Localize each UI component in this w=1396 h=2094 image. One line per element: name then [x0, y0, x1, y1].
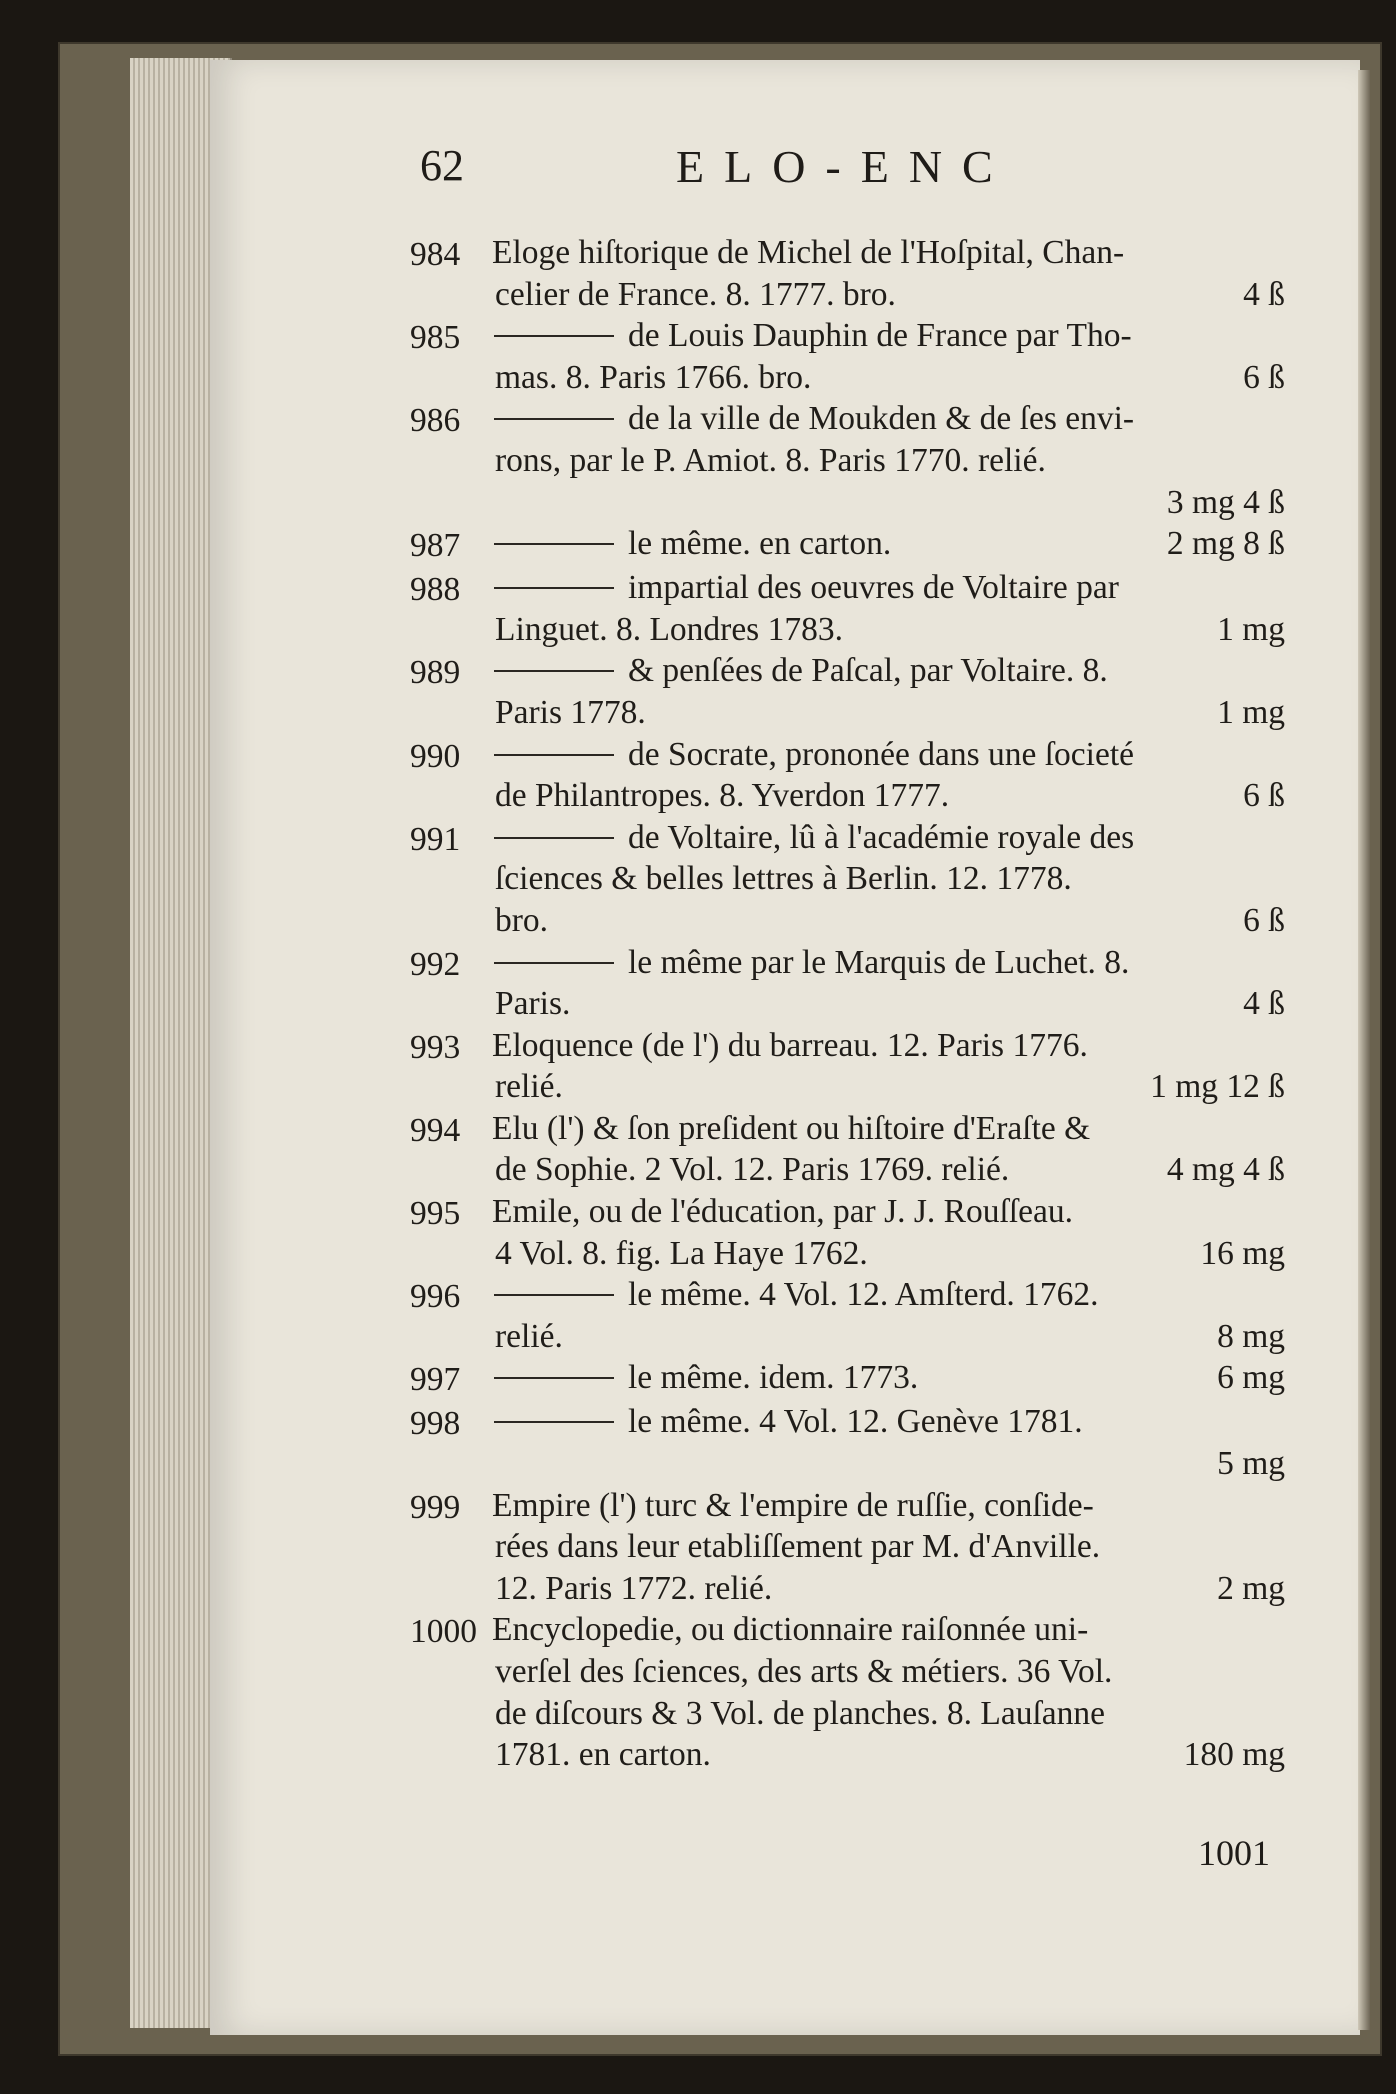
catalog-entries	[410, 232, 1285, 1776]
ditto-dash	[494, 837, 614, 839]
entry-lines	[492, 315, 1285, 398]
entry-price: 4 ß	[1243, 985, 1285, 1023]
entry-price: 16 mg	[1200, 1234, 1285, 1272]
entry-lines	[492, 942, 1285, 1025]
entry-text: Empire (l') turc & l'empire de ruſſie, conſide-	[492, 1486, 1094, 1524]
catalog-entry	[410, 567, 1285, 650]
catalog-entry	[410, 315, 1285, 398]
entry-price: 6 ß	[1243, 358, 1285, 396]
entry-text: impartial des oeuvres de Voltaire par	[628, 569, 1119, 607]
entry-price: 4 mg 4 ß	[1166, 1151, 1285, 1189]
catalog-entry	[410, 1485, 1285, 1610]
entry-line	[492, 1357, 1285, 1399]
entry-lines	[492, 1485, 1285, 1610]
entry-text: Paris.	[495, 985, 571, 1023]
entry-price: 5 mg	[1217, 1445, 1285, 1483]
ditto-dash	[494, 962, 614, 964]
entry-line	[492, 942, 1285, 984]
entry-line	[492, 523, 1285, 565]
entry-lines	[492, 1401, 1285, 1484]
entry-price: 6 ß	[1243, 901, 1285, 939]
entry-price: 180 mg	[1183, 1736, 1285, 1774]
entry-line	[492, 1191, 1285, 1233]
entry-text: rées dans leur etabliſſement par M. d'Anville.	[495, 1528, 1101, 1566]
entry-text: 1781. en carton.	[495, 1736, 711, 1774]
entry-line	[492, 858, 1285, 900]
catalog-entry	[410, 1357, 1285, 1401]
entry-lines	[492, 1274, 1285, 1357]
entry-line	[492, 734, 1285, 776]
entry-text: de Philantropes. 8. Yverdon 1777.	[495, 777, 950, 815]
catalog-entry	[410, 1191, 1285, 1274]
entry-line	[492, 650, 1285, 692]
entry-text: celier de France. 8. 1777. bro.	[495, 275, 896, 313]
entry-number: 992	[410, 945, 461, 983]
catchword: 1001	[1198, 1833, 1270, 1873]
entry-line	[492, 1443, 1285, 1485]
entry-line	[492, 1149, 1285, 1191]
entry-price: 6 ß	[1243, 777, 1285, 815]
ditto-dash	[494, 670, 614, 672]
ditto-dash	[494, 1421, 614, 1423]
entry-number: 986	[410, 402, 461, 440]
entry-lines	[492, 1191, 1285, 1274]
entry-price: 2 mg	[1217, 1569, 1285, 1607]
ditto-dash	[494, 418, 614, 420]
entry-line	[492, 775, 1285, 817]
entry-lines	[492, 398, 1285, 523]
entry-text: de diſcours & 3 Vol. de planches. 8. Lauſanne	[495, 1694, 1106, 1732]
catalog-entry	[410, 817, 1285, 942]
entry-text: Elu (l') & ſon preſident ou hiſtoire d'Eraſte &	[492, 1109, 1091, 1147]
entry-price: 3 mg 4 ß	[1166, 483, 1285, 521]
entry-text: Paris 1778.	[495, 693, 646, 731]
ditto-dash	[494, 1294, 614, 1296]
entry-text: 12. Paris 1772. relié.	[495, 1569, 773, 1607]
entry-line	[492, 1609, 1285, 1651]
catalog-entry	[410, 1609, 1285, 1775]
entry-number: 990	[410, 737, 461, 775]
entry-line	[492, 1401, 1285, 1443]
entry-text: le même. en carton.	[628, 525, 892, 563]
entry-lines	[492, 523, 1285, 567]
entry-lines	[492, 817, 1285, 942]
running-head: ELO-ENC	[676, 141, 1013, 192]
entry-line	[492, 1316, 1285, 1358]
entry-line	[492, 692, 1285, 734]
entry-number: 993	[410, 1028, 461, 1066]
entry-lines	[492, 734, 1285, 817]
entry-text: Eloquence (de l') du barreau. 12. Paris 1776.	[492, 1026, 1088, 1064]
entry-line	[492, 817, 1285, 859]
entry-text: de la ville de Moukden & de ſes envi-	[628, 400, 1135, 438]
entry-line	[492, 440, 1285, 482]
entry-text: de Louis Dauphin de France par Tho-	[628, 317, 1132, 355]
catalog-entry	[410, 523, 1285, 567]
entry-text: & penſées de Paſcal, par Voltaire. 8.	[628, 652, 1108, 690]
entry-number: 991	[410, 820, 461, 858]
entry-line	[492, 1233, 1285, 1275]
entry-price: 1 mg	[1217, 693, 1285, 731]
entry-line	[492, 482, 1285, 524]
catalog-entry	[410, 398, 1285, 523]
entry-line	[492, 1274, 1285, 1316]
entry-line	[492, 315, 1285, 357]
entry-line	[492, 1568, 1285, 1610]
entry-number: 987	[410, 527, 461, 565]
entry-number: 997	[410, 1361, 461, 1399]
entry-line	[492, 609, 1285, 651]
entry-text: le même. 4 Vol. 12. Amſterd. 1762.	[628, 1276, 1099, 1314]
entry-text: Linguet. 8. Londres 1783.	[495, 610, 843, 648]
page-fold-shadow	[1358, 70, 1370, 2030]
entry-number: 996	[410, 1278, 461, 1316]
entry-line	[492, 1734, 1285, 1776]
entry-line	[492, 983, 1285, 1025]
catalog-entry	[410, 1274, 1285, 1357]
entry-number: 999	[410, 1488, 461, 1526]
entry-lines	[492, 650, 1285, 733]
entry-number: 989	[410, 654, 461, 692]
entry-text: le même. 4 Vol. 12. Genève 1781.	[628, 1403, 1083, 1441]
entry-line	[492, 1651, 1285, 1693]
entry-line	[492, 274, 1285, 316]
entry-text: le même. idem. 1773.	[628, 1359, 919, 1397]
entry-price: 6 mg	[1217, 1359, 1285, 1397]
entry-text: relié.	[495, 1317, 563, 1355]
entry-text: 4 Vol. 8. fig. La Haye 1762.	[495, 1234, 868, 1272]
ditto-dash	[494, 1377, 614, 1379]
catalog-entry	[410, 734, 1285, 817]
entry-text: Emile, ou de l'éducation, par J. J. Rouſſeau.	[492, 1193, 1073, 1231]
entry-text: de Sophie. 2 Vol. 12. Paris 1769. relié.	[495, 1151, 1010, 1189]
entry-number: 995	[410, 1195, 461, 1233]
catalog-entry	[410, 942, 1285, 1025]
ditto-dash	[494, 543, 614, 545]
entry-text: ſciences & belles lettres à Berlin. 12. 1778.	[495, 860, 1072, 898]
entry-text: rons, par le P. Amiot. 8. Paris 1770. relié.	[495, 441, 1046, 479]
ditto-dash	[494, 754, 614, 756]
entry-text: Eloge hiſtorique de Michel de l'Hoſpital, Chan-	[492, 234, 1125, 271]
entry-lines	[492, 1609, 1285, 1775]
entry-price: 8 mg	[1217, 1317, 1285, 1355]
entry-text: mas. 8. Paris 1766. bro.	[495, 358, 812, 396]
entry-number: 988	[410, 571, 461, 609]
entry-line	[492, 567, 1285, 609]
ditto-dash	[494, 335, 614, 337]
entry-price: 1 mg 12 ß	[1150, 1068, 1285, 1106]
catalog-entry	[410, 1025, 1285, 1108]
entry-line	[492, 1693, 1285, 1735]
entry-lines	[492, 1025, 1285, 1108]
entry-text: bro.	[495, 901, 549, 939]
entry-number: 1000	[410, 1613, 477, 1651]
entry-lines	[492, 567, 1285, 650]
entry-line	[492, 1108, 1285, 1150]
entry-text: le même par le Marquis de Luchet. 8.	[628, 943, 1130, 981]
entry-number: 998	[410, 1405, 461, 1443]
catalog-entry	[410, 232, 1285, 315]
entry-line	[492, 398, 1285, 440]
catalog-entry	[410, 1108, 1285, 1191]
entry-lines	[492, 1357, 1285, 1401]
entry-number: 985	[410, 319, 461, 357]
entry-text: de Socrate, prononée dans une ſocieté	[628, 735, 1135, 773]
page-number: 62	[420, 141, 464, 190]
entry-price: 1 mg	[1217, 610, 1285, 648]
entry-text: de Voltaire, lû à l'académie royale des	[628, 818, 1135, 856]
entry-line	[492, 1485, 1285, 1527]
catalog-entry	[410, 1401, 1285, 1484]
entry-line	[492, 1025, 1285, 1067]
catalog-entry	[410, 650, 1285, 733]
entry-number: 994	[410, 1111, 461, 1149]
entry-line	[492, 1526, 1285, 1568]
entry-lines	[492, 232, 1285, 315]
entry-price: 4 ß	[1243, 275, 1285, 313]
entry-line	[492, 232, 1285, 274]
entry-price: 2 mg 8 ß	[1166, 525, 1285, 563]
ditto-dash	[494, 587, 614, 589]
entry-text: relié.	[495, 1068, 563, 1106]
entry-text: verſel des ſciences, des arts & métiers. 36 Vol.	[495, 1653, 1113, 1690]
entry-line	[492, 1066, 1285, 1108]
entry-line	[492, 900, 1285, 942]
entry-line	[492, 357, 1285, 399]
entry-text: Encyclopedie, ou dictionnaire raiſonnée uni-	[492, 1611, 1089, 1649]
entry-number: 984	[410, 236, 461, 273]
entry-lines	[492, 1108, 1285, 1191]
